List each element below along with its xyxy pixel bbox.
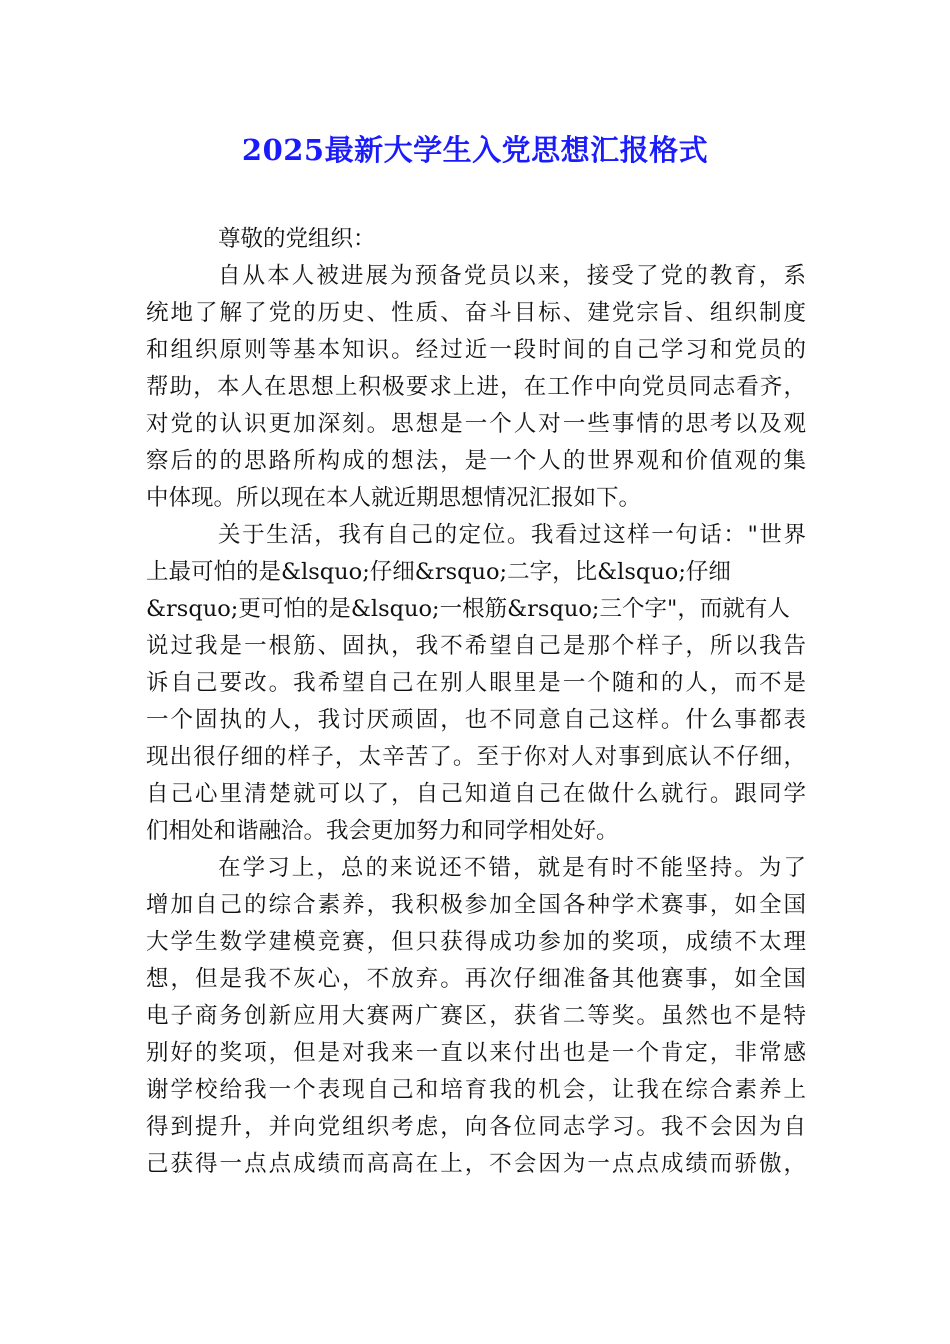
text-line: 尊敬的党组织： <box>218 226 376 252</box>
text-line: 电子商务创新应用大赛两广赛区，获省二等奖。虽然也不是特 <box>146 1003 806 1029</box>
text-line: 察后的的思路所构成的想法，是一个人的世界观和价值观的集 <box>146 448 806 474</box>
text-line: 现出很仔细的样子，太辛苦了。至于你对人对事到底认不仔细， <box>146 744 806 770</box>
text-line: &rsquo;更可怕的是&lsquo;一根筋&rsquo;三个字"，而就有人 <box>146 596 790 622</box>
text-line: 对党的认识更加深刻。思想是一个人对一些事情的思考以及观 <box>146 411 806 437</box>
text-line: 说过我是一根筋、固执，我不希望自己是那个样子，所以我告 <box>146 633 806 659</box>
text-line: 帮助，本人在思想上积极要求上进，在工作中向党员同志看齐， <box>146 374 806 400</box>
text-line: 别好的奖项，但是对我来一直以来付出也是一个肯定，非常感 <box>146 1040 806 1066</box>
text-line: 和组织原则等基本知识。经过近一段时间的自己学习和党员的 <box>146 337 806 363</box>
text-line: 关于生活，我有自己的定位。我看过这样一句话："世界 <box>218 522 806 548</box>
text-line: 得到提升，并向党组织考虑，向各位同志学习。我不会因为自 <box>146 1114 806 1140</box>
text-line: 自从本人被进展为预备党员以来，接受了党的教育，系 <box>218 263 806 289</box>
text-line: 在学习上，总的来说还不错，就是有时不能坚持。为了 <box>218 855 806 881</box>
document-body <box>146 221 806 1183</box>
text-line: 想，但是我不灰心，不放弃。再次仔细准备其他赛事，如全国 <box>146 966 806 992</box>
document-title: 2025最新大学生入党思想汇报格式 <box>241 133 709 167</box>
text-line: 大学生数学建模竞赛，但只获得成功参加的奖项，成绩不太理 <box>146 929 806 955</box>
text-line: 一个固执的人，我讨厌顽固，也不同意自己这样。什么事都表 <box>146 707 806 733</box>
text-line: 己获得一点点成绩而高高在上，不会因为一点点成绩而骄傲， <box>146 1151 806 1177</box>
text-line: 自己心里清楚就可以了，自己知道自己在做什么就行。跟同学 <box>146 781 806 807</box>
text-line: 上最可怕的是&lsquo;仔细&rsquo;二字，比&lsquo;仔细 <box>146 559 731 585</box>
text-line: 增加自己的综合素养，我积极参加全国各种学术赛事，如全国 <box>146 892 806 918</box>
text-line: 谢学校给我一个表现自己和培育我的机会，让我在综合素养上 <box>146 1077 806 1103</box>
text-line: 统地了解了党的历史、性质、奋斗目标、建党宗旨、组织制度 <box>146 300 806 326</box>
text-line: 们相处和谐融洽。我会更加努力和同学相处好。 <box>146 818 619 844</box>
text-line: 诉自己要改。我希望自己在别人眼里是一个随和的人，而不是 <box>146 670 806 696</box>
text-line: 中体现。所以现在本人就近期思想情况汇报如下。 <box>146 485 642 511</box>
